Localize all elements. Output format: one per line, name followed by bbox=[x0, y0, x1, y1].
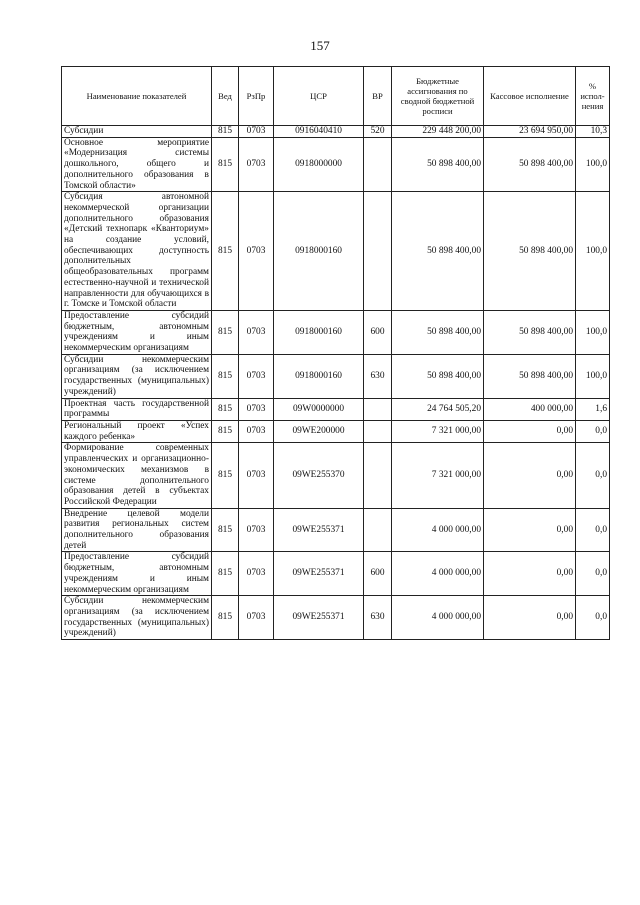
row-rzpr: 0703 bbox=[239, 310, 274, 354]
row-pct: 0,0 bbox=[576, 443, 610, 508]
header-cash: Кассовое исполнение bbox=[484, 67, 576, 126]
row-rzpr: 0703 bbox=[239, 192, 274, 311]
table-row bbox=[62, 398, 610, 420]
row-vr bbox=[364, 508, 392, 552]
page-number: 157 bbox=[310, 38, 330, 53]
row-csr: 0918000000 bbox=[274, 137, 364, 192]
row-budget: 50 898 400,00 bbox=[392, 137, 484, 192]
row-name: Предоставление субсидий бюджетным, автономным учреждениям и иным некоммерческим организациям bbox=[62, 552, 212, 596]
row-ved: 815 bbox=[212, 508, 239, 552]
row-cash: 0,00 bbox=[484, 508, 576, 552]
row-rzpr: 0703 bbox=[239, 420, 274, 442]
row-name: Региональный проект «Успех каждого ребенка» bbox=[62, 420, 212, 442]
row-vr bbox=[364, 192, 392, 311]
row-pct: 100,0 bbox=[576, 192, 610, 311]
row-rzpr: 0703 bbox=[239, 398, 274, 420]
row-vr: 520 bbox=[364, 126, 392, 138]
row-rzpr: 0703 bbox=[239, 443, 274, 508]
row-pct: 100,0 bbox=[576, 354, 610, 398]
header-ved: Вед bbox=[212, 67, 239, 126]
row-pct: 100,0 bbox=[576, 137, 610, 192]
row-name: Субсидии некоммерческим организациям (за исключением государственных (муниципальных) учреждений) bbox=[62, 354, 212, 398]
row-rzpr: 0703 bbox=[239, 137, 274, 192]
row-vr bbox=[364, 398, 392, 420]
row-rzpr: 0703 bbox=[239, 354, 274, 398]
row-cash: 23 694 950,00 bbox=[484, 126, 576, 138]
table-row bbox=[62, 137, 610, 192]
row-pct: 0,0 bbox=[576, 596, 610, 640]
table-row bbox=[62, 192, 610, 311]
row-budget: 4 000 000,00 bbox=[392, 596, 484, 640]
row-name: Субсидия автономной некоммерческой организации дополнительного образования «Детский технопарк «Кванториум» на создание условий, обеспечивающих доступность дополнительных общеобразовательных программ естественно-научной и технической направленности для обучающихся в г. Томске и Томской области bbox=[62, 192, 212, 311]
row-cash: 0,00 bbox=[484, 552, 576, 596]
table-row bbox=[62, 310, 610, 354]
row-cash: 0,00 bbox=[484, 420, 576, 442]
row-csr: 09WE255371 bbox=[274, 508, 364, 552]
row-budget: 50 898 400,00 bbox=[392, 192, 484, 311]
row-vr bbox=[364, 137, 392, 192]
row-cash: 50 898 400,00 bbox=[484, 137, 576, 192]
row-ved: 815 bbox=[212, 137, 239, 192]
header-row bbox=[62, 67, 610, 126]
row-vr bbox=[364, 443, 392, 508]
table-row bbox=[62, 596, 610, 640]
row-name: Внедрение целевой модели развития региональных систем дополнительного образования детей bbox=[62, 508, 212, 552]
row-csr: 0918000160 bbox=[274, 310, 364, 354]
row-csr: 09WE255371 bbox=[274, 596, 364, 640]
row-ved: 815 bbox=[212, 192, 239, 311]
row-vr bbox=[364, 420, 392, 442]
row-rzpr: 0703 bbox=[239, 508, 274, 552]
row-ved: 815 bbox=[212, 398, 239, 420]
row-budget: 4 000 000,00 bbox=[392, 508, 484, 552]
table-row bbox=[62, 126, 610, 138]
header-pct: % испол-нения bbox=[576, 67, 610, 126]
table-row bbox=[62, 420, 610, 442]
row-budget: 50 898 400,00 bbox=[392, 354, 484, 398]
table-row bbox=[62, 443, 610, 508]
table-row bbox=[62, 508, 610, 552]
row-cash: 50 898 400,00 bbox=[484, 354, 576, 398]
row-budget: 24 764 505,20 bbox=[392, 398, 484, 420]
row-name: Проектная часть государственной программы bbox=[62, 398, 212, 420]
row-budget: 7 321 000,00 bbox=[392, 420, 484, 442]
row-rzpr: 0703 bbox=[239, 552, 274, 596]
row-csr: 0918000160 bbox=[274, 354, 364, 398]
row-budget: 4 000 000,00 bbox=[392, 552, 484, 596]
row-pct: 100,0 bbox=[576, 310, 610, 354]
row-budget: 229 448 200,00 bbox=[392, 126, 484, 138]
table-row bbox=[62, 552, 610, 596]
row-name: Субсидии некоммерческим организациям (за исключением государственных (муниципальных) учреждений) bbox=[62, 596, 212, 640]
row-csr: 0918000160 bbox=[274, 192, 364, 311]
header-csr: ЦСР bbox=[274, 67, 364, 126]
row-vr: 630 bbox=[364, 354, 392, 398]
row-cash: 0,00 bbox=[484, 443, 576, 508]
row-cash: 50 898 400,00 bbox=[484, 310, 576, 354]
row-pct: 0,0 bbox=[576, 552, 610, 596]
row-csr: 0916040410 bbox=[274, 126, 364, 138]
row-budget: 7 321 000,00 bbox=[392, 443, 484, 508]
row-ved: 815 bbox=[212, 596, 239, 640]
row-name: Субсидии bbox=[62, 126, 212, 138]
row-name: Основное мероприятие «Модернизация системы дошкольного, общего и дополнительного образования в Томской области» bbox=[62, 137, 212, 192]
budget-execution-table bbox=[61, 66, 610, 640]
row-vr: 600 bbox=[364, 310, 392, 354]
header-rzpr: РзПр bbox=[239, 67, 274, 126]
row-csr: 09WE255371 bbox=[274, 552, 364, 596]
row-vr: 630 bbox=[364, 596, 392, 640]
row-csr: 09WE255370 bbox=[274, 443, 364, 508]
row-pct: 0,0 bbox=[576, 420, 610, 442]
row-ved: 815 bbox=[212, 552, 239, 596]
row-cash: 50 898 400,00 bbox=[484, 192, 576, 311]
row-ved: 815 bbox=[212, 126, 239, 138]
row-pct: 10,3 bbox=[576, 126, 610, 138]
table-row bbox=[62, 354, 610, 398]
row-cash: 0,00 bbox=[484, 596, 576, 640]
row-csr: 09WE200000 bbox=[274, 420, 364, 442]
row-name: Формирование современных управленческих и организационно-экономических механизмов в системе дополнительного образования детей в субъектах Российской Федерации bbox=[62, 443, 212, 508]
row-cash: 400 000,00 bbox=[484, 398, 576, 420]
row-pct: 1,6 bbox=[576, 398, 610, 420]
row-ved: 815 bbox=[212, 354, 239, 398]
header-budget: Бюджетные ассигнования по сводной бюджетной росписи bbox=[392, 67, 484, 126]
row-vr: 600 bbox=[364, 552, 392, 596]
row-ved: 815 bbox=[212, 310, 239, 354]
row-rzpr: 0703 bbox=[239, 596, 274, 640]
row-ved: 815 bbox=[212, 443, 239, 508]
row-budget: 50 898 400,00 bbox=[392, 310, 484, 354]
row-csr: 09W0000000 bbox=[274, 398, 364, 420]
row-rzpr: 0703 bbox=[239, 126, 274, 138]
row-ved: 815 bbox=[212, 420, 239, 442]
row-name: Предоставление субсидий бюджетным, автономным учреждениям и иным некоммерческим организациям bbox=[62, 310, 212, 354]
header-name: Наименование показателей bbox=[62, 67, 212, 126]
row-pct: 0,0 bbox=[576, 508, 610, 552]
header-vr: ВР bbox=[364, 67, 392, 126]
